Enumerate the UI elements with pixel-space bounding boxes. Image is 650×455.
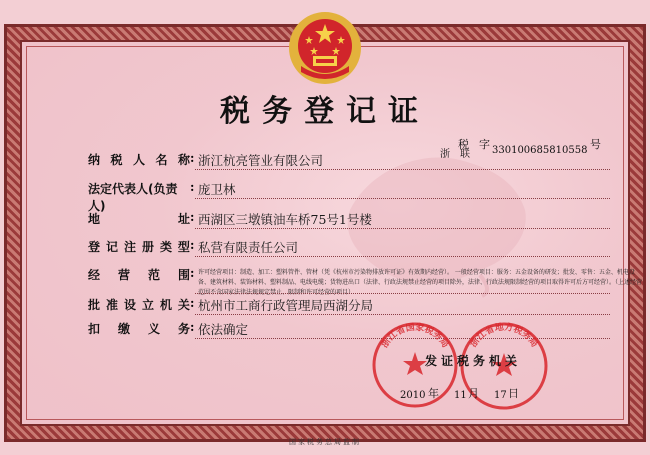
field-label-char: 税 <box>110 153 123 167</box>
field-label-char: 立 <box>141 298 154 312</box>
field-value: 许可经营项目：制造、加工：塑料管件、管材（凭《杭州市污染物排放许可证》有效期内经营）。 一般经营项目：服务：五金设备的研发；批发、零售：五金、机电设备、建筑材料、装饰材料、塑料制品、电线电缆；货物进出口（法律、行政法规禁止经营的项目除外，法律、行政法规限制经营的项目取得许可后方可经营）。（上述经营范围不含国家法律法规规定禁止、限制和许可经营的项目） <box>198 269 643 296</box>
tax-joint-label: 联 <box>460 149 478 160</box>
field-label <box>88 238 190 255</box>
seal-left-text: 浙江省国家税务局 <box>379 322 451 350</box>
field-colon: : <box>190 266 195 280</box>
divider <box>195 169 610 170</box>
field-colon: : <box>190 151 195 165</box>
field-label-char: 址 <box>177 212 190 226</box>
date-month: 11 <box>454 390 467 401</box>
field-label <box>88 320 190 337</box>
date-year: 2010 <box>400 390 426 401</box>
divider <box>195 228 610 229</box>
field-label <box>88 210 190 227</box>
field-label: 法定代表人(负责人) <box>88 182 178 213</box>
field-value: 庞卫林 <box>198 182 236 197</box>
field-label <box>88 151 190 168</box>
field-colon: : <box>190 180 195 194</box>
date-day: 17 <box>494 390 507 401</box>
field-value: 依法确定 <box>198 322 249 337</box>
divider <box>195 293 610 294</box>
field-value: 西湖区三墩镇油车桥75号1号楼 <box>198 212 372 227</box>
certificate-title: 税务登记证 <box>220 94 430 129</box>
seal-right-text: 浙江省地方税务局 <box>468 322 540 350</box>
field-colon: : <box>190 296 195 310</box>
field-label-char: 类 <box>159 240 172 254</box>
tax-registration-number: 330100685810558 <box>492 145 588 156</box>
field-label-char: 扣 <box>88 322 101 336</box>
field-label-char: 批 <box>88 298 101 312</box>
tax-word-label: 税字 <box>458 138 500 151</box>
field-label <box>88 266 190 283</box>
field-label-char: 缴 <box>117 322 130 336</box>
field-colon: : <box>190 238 195 252</box>
field-label-char: 地 <box>88 212 101 226</box>
field-label-char: 范 <box>147 268 160 282</box>
field-label-char: 型 <box>177 240 190 254</box>
field-value: 私营有限责任公司 <box>198 240 299 255</box>
field-label <box>88 296 190 313</box>
divider <box>195 314 610 315</box>
divider <box>195 256 610 257</box>
field-label-char: 准 <box>105 298 118 312</box>
field-label-char: 名 <box>155 153 168 167</box>
tax-number-suffix: 号 <box>590 138 601 151</box>
date-day-char: 日 <box>508 387 519 400</box>
field-label-char: 务 <box>177 322 190 336</box>
field-label-char: 围 <box>177 268 190 282</box>
field-value: 浙江杭亮管业有限公司 <box>198 153 324 168</box>
field-label-char: 机 <box>159 298 172 312</box>
field-label-char: 人 <box>132 153 145 167</box>
field-label-char: 营 <box>117 268 130 282</box>
footer-supervisor: 国家税务总局监制 <box>289 438 361 446</box>
field-label-char: 设 <box>123 298 136 312</box>
field-business-scope <box>88 266 643 296</box>
field-label-char: 称 <box>177 153 190 167</box>
field-label-char: 关 <box>177 298 190 312</box>
divider <box>195 198 610 199</box>
field-label-char: 义 <box>147 322 160 336</box>
field-label-char: 经 <box>88 268 101 282</box>
field-label-char: 记 <box>105 240 118 254</box>
national-emblem-icon <box>287 10 363 86</box>
date-month-char: 月 <box>468 387 479 400</box>
field-label-char: 册 <box>141 240 154 254</box>
field-colon: : <box>190 210 195 224</box>
date-year-char: 年 <box>428 387 439 400</box>
field-label-char: 注 <box>123 240 136 254</box>
field-label-char: 登 <box>88 240 101 254</box>
tax-province-prefix: 浙 <box>440 149 450 160</box>
field-colon: : <box>190 320 195 334</box>
field-value: 杭州市工商行政管理局西湖分局 <box>198 298 374 313</box>
field-label-char: 纳 <box>88 153 101 167</box>
issuer-label: 发证税务机关 <box>425 354 522 368</box>
